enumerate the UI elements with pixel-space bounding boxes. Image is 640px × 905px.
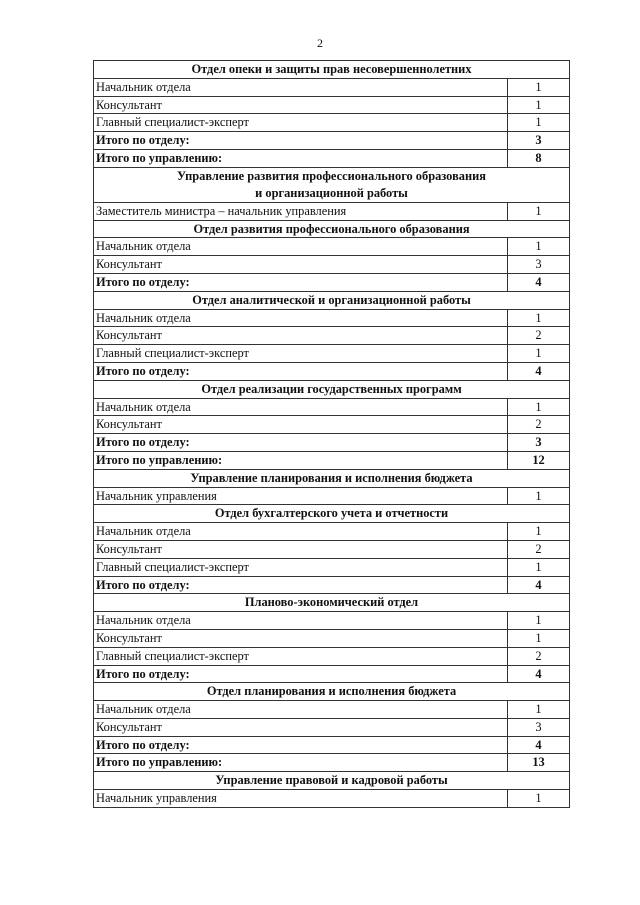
position-name: Начальник отдела [94, 523, 508, 541]
position-count: 3 [508, 256, 570, 274]
total-row [94, 434, 570, 452]
section-heading-line: и организационной работы [255, 185, 408, 200]
position-name: Консультант [94, 416, 508, 434]
position-count: 1 [508, 558, 570, 576]
total-count: 4 [508, 576, 570, 594]
position-count: 3 [508, 718, 570, 736]
total-row [94, 665, 570, 683]
section-heading-row [94, 61, 570, 79]
position-name: Консультант [94, 540, 508, 558]
position-name: Консультант [94, 327, 508, 345]
position-name: Начальник отдела [94, 398, 508, 416]
position-name: Заместитель министра – начальник управления [94, 202, 508, 220]
position-name: Консультант [94, 96, 508, 114]
position-count: 1 [508, 790, 570, 808]
total-row [94, 754, 570, 772]
staffing-table-body [94, 61, 570, 808]
position-row [94, 701, 570, 719]
total-count: 12 [508, 451, 570, 469]
total-row [94, 362, 570, 380]
position-count: 1 [508, 238, 570, 256]
section-heading-row [94, 291, 570, 309]
position-row [94, 523, 570, 541]
section-heading: Отдел аналитической и организационной работы [94, 291, 570, 309]
total-row [94, 273, 570, 291]
position-count: 1 [508, 345, 570, 363]
total-label: Итого по управлению: [94, 754, 508, 772]
position-row [94, 647, 570, 665]
position-name: Начальник отдела [94, 309, 508, 327]
total-row [94, 451, 570, 469]
total-count: 4 [508, 273, 570, 291]
total-row [94, 132, 570, 150]
position-name: Главный специалист-эксперт [94, 345, 508, 363]
total-count: 4 [508, 665, 570, 683]
position-name: Начальник отдела [94, 238, 508, 256]
position-count: 1 [508, 96, 570, 114]
position-row [94, 558, 570, 576]
position-name: Консультант [94, 629, 508, 647]
position-name: Главный специалист-эксперт [94, 114, 508, 132]
total-row [94, 736, 570, 754]
total-label: Итого по отделу: [94, 273, 508, 291]
position-name: Начальник отдела [94, 701, 508, 719]
position-name: Начальник отдела [94, 612, 508, 630]
total-count: 13 [508, 754, 570, 772]
section-heading-row [94, 380, 570, 398]
section-heading-row [94, 469, 570, 487]
position-row [94, 327, 570, 345]
section-heading-row [94, 772, 570, 790]
position-count: 2 [508, 416, 570, 434]
position-row [94, 96, 570, 114]
section-heading: Планово-экономический отдел [94, 594, 570, 612]
section-heading [94, 167, 570, 202]
total-label: Итого по отделу: [94, 665, 508, 683]
position-row [94, 398, 570, 416]
position-name: Начальник управления [94, 487, 508, 505]
position-count: 1 [508, 629, 570, 647]
position-row [94, 202, 570, 220]
total-count: 3 [508, 434, 570, 452]
position-count: 1 [508, 202, 570, 220]
position-name: Начальник управления [94, 790, 508, 808]
total-label: Итого по отделу: [94, 362, 508, 380]
position-name: Главный специалист-эксперт [94, 647, 508, 665]
section-heading-row [94, 167, 570, 202]
position-name: Консультант [94, 256, 508, 274]
section-heading: Отдел бухгалтерского учета и отчетности [94, 505, 570, 523]
position-count: 2 [508, 647, 570, 665]
staffing-table [93, 60, 570, 808]
position-name: Главный специалист-эксперт [94, 558, 508, 576]
position-count: 1 [508, 398, 570, 416]
total-count: 4 [508, 736, 570, 754]
position-count: 1 [508, 114, 570, 132]
position-row [94, 612, 570, 630]
position-count: 1 [508, 78, 570, 96]
position-count: 1 [508, 523, 570, 541]
total-label: Итого по отделу: [94, 576, 508, 594]
section-heading-row [94, 505, 570, 523]
position-row [94, 238, 570, 256]
total-label: Итого по отделу: [94, 434, 508, 452]
position-count: 2 [508, 327, 570, 345]
total-row [94, 149, 570, 167]
position-row [94, 790, 570, 808]
position-row [94, 114, 570, 132]
section-heading: Управление планирования и исполнения бюджета [94, 469, 570, 487]
position-name: Консультант [94, 718, 508, 736]
section-heading: Отдел развития профессионального образования [94, 220, 570, 238]
position-row [94, 256, 570, 274]
section-heading-row [94, 683, 570, 701]
position-row [94, 629, 570, 647]
page-number: 2 [317, 36, 323, 50]
position-row [94, 416, 570, 434]
total-count: 8 [508, 149, 570, 167]
total-count: 3 [508, 132, 570, 150]
section-heading-line: Управление развития профессионального образования [177, 168, 486, 183]
position-count: 1 [508, 701, 570, 719]
position-row [94, 718, 570, 736]
total-count: 4 [508, 362, 570, 380]
position-row [94, 540, 570, 558]
position-row [94, 78, 570, 96]
section-heading: Управление правовой и кадровой работы [94, 772, 570, 790]
position-count: 1 [508, 309, 570, 327]
total-label: Итого по отделу: [94, 736, 508, 754]
total-label: Итого по управлению: [94, 451, 508, 469]
section-heading: Отдел планирования и исполнения бюджета [94, 683, 570, 701]
position-row [94, 345, 570, 363]
position-row [94, 487, 570, 505]
position-count: 1 [508, 487, 570, 505]
section-heading-row [94, 220, 570, 238]
total-label: Итого по отделу: [94, 132, 508, 150]
section-heading: Отдел опеки и защиты прав несовершеннолетних [94, 61, 570, 79]
position-name: Начальник отдела [94, 78, 508, 96]
total-row [94, 576, 570, 594]
position-count: 2 [508, 540, 570, 558]
position-row [94, 309, 570, 327]
section-heading-row [94, 594, 570, 612]
position-count: 1 [508, 612, 570, 630]
total-label: Итого по управлению: [94, 149, 508, 167]
section-heading: Отдел реализации государственных программ [94, 380, 570, 398]
